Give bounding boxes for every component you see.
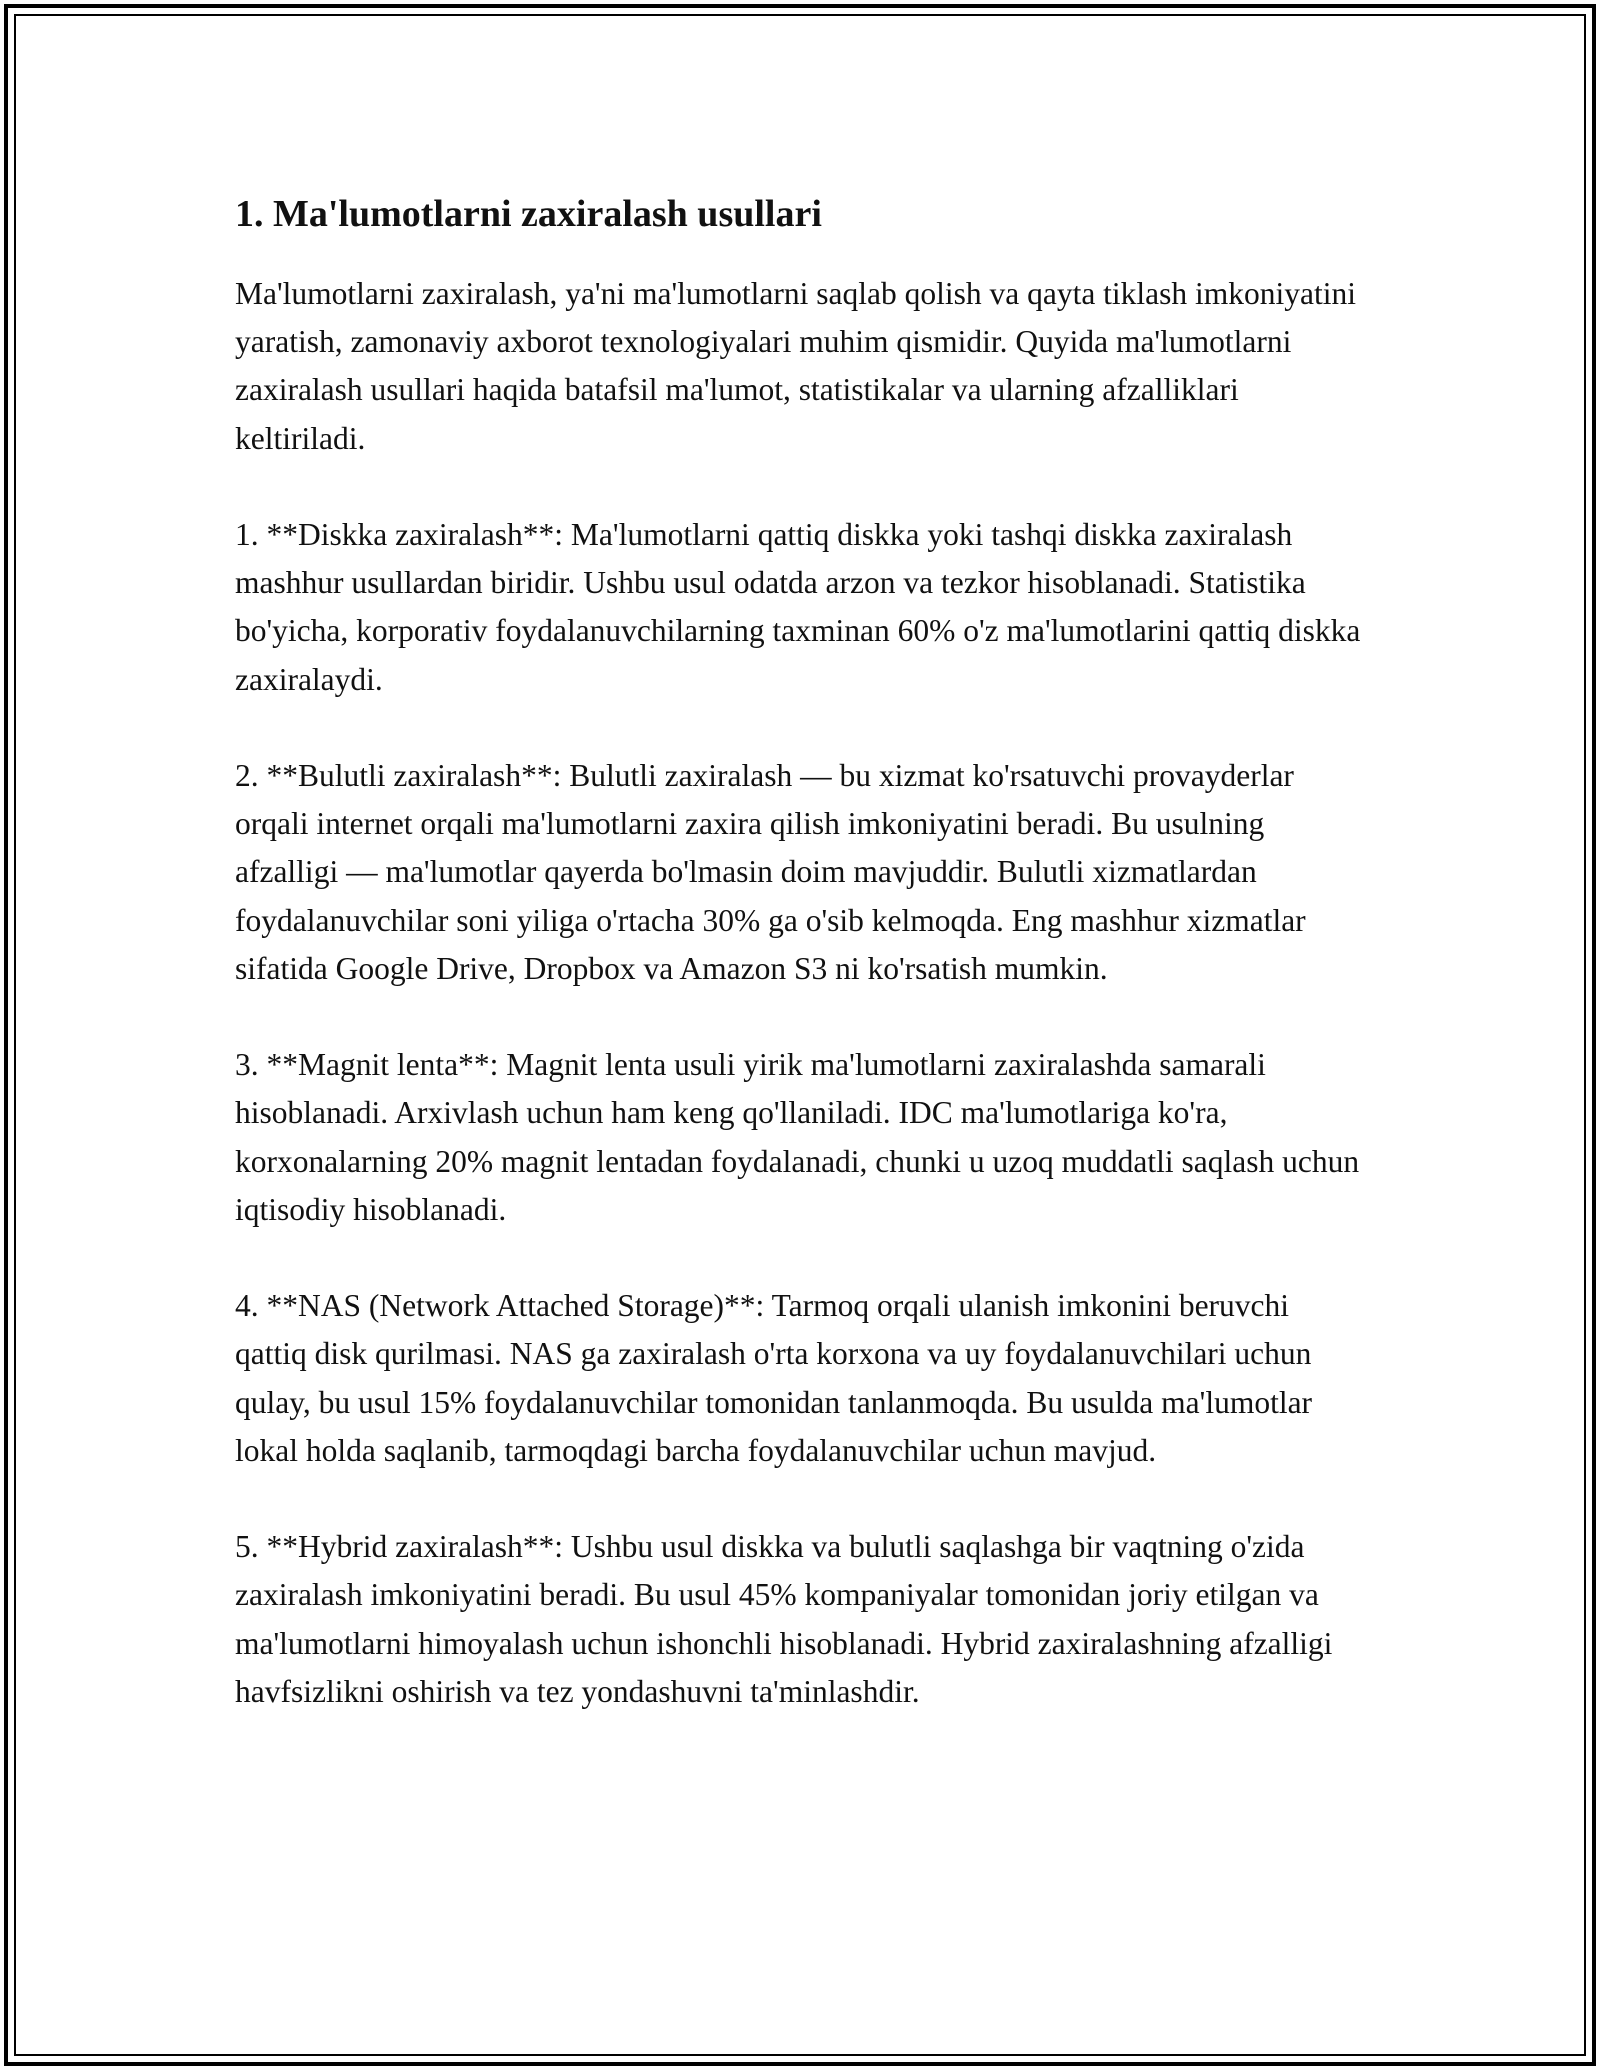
method-tape-paragraph: 3. **Magnit lenta**: Magnit lenta usuli yirik ma'lumotlarni zaxiralashda samarali hisoblanadi. Arxivlash uchun ham keng qo'llaniladi. IDC ma'lumotlariga ko'ra, korxonalarning 20% magnit lentadan foydalanadi, chunki u uzoq muddatli saqlash uchun iqtisodiy hisoblanadi. [235, 1047, 1360, 1227]
method-cloud-paragraph: 2. **Bulutli zaxiralash**: Bulutli zaxiralash — bu xizmat ko'rsatuvchi provayderlar orqali internet orqali ma'lumotlarni zaxira qilish imkoniyatini beradi. Bu usulning afzalligi — ma'lumotlar qayerda bo'lmasin doim mavjuddir. Bulutli xizmatlardan foydalanuvchilar soni yiliga o'rtacha 30% ga o'sib kelmoqda. Eng mashhur xizmatlar sifatida Google Drive, Dropbox va Amazon S3 ni ko'rsatish mumkin. [235, 758, 1306, 986]
document-body [235, 186, 1365, 1716]
section-title: 1. Ma'lumotlarni zaxiralash usullari [235, 193, 822, 235]
method-nas-paragraph: 4. **NAS (Network Attached Storage)**: Tarmoq orqali ulanish imkonini beruvchi qattiq disk qurilmasi. NAS ga zaxiralash o'rta korxona va uy foydalanuvchilari uchun qulay, bu usul 15% foydalanuvchilar tomonidan tanlanmoqda. Bu usulda ma'lumotlar lokal holda saqlanib, tarmoqdagi barcha foydalanuvchilar uchun mavjud. [235, 1288, 1313, 1468]
method-disk-paragraph: 1. **Diskka zaxiralash**: Ma'lumotlarni qattiq diskka yoki tashqi diskka zaxiralash mashhur usullardan biridir. Ushbu usul odatda arzon va tezkor hisoblanadi. Statistika bo'yicha, korporativ foydalanuvchilarning taxminan 60% o'z ma'lumotlarini qattiq diskka zaxiralaydi. [235, 517, 1361, 697]
method-hybrid-paragraph: 5. **Hybrid zaxiralash**: Ushbu usul diskka va bulutli saqlashga bir vaqtning o'zida zaxiralash imkoniyatini beradi. Bu usul 45% kompaniyalar tomonidan joriy etilgan va ma'lumotlarni himoyalash uchun ishonchli hisoblanadi. Hybrid zaxiralashning afzalligi havfsizlikni oshirish va tez yondashuvni ta'minlashdir. [235, 1529, 1333, 1709]
intro-paragraph: Ma'lumotlarni zaxiralash, ya'ni ma'lumotlarni saqlab qolish va qayta tiklash imkoniyatini yaratish, zamonaviy axborot texnologiyalari muhim qismidir. Quyida ma'lumotlarni zaxiralash usullari haqida batafsil ma'lumot, statistikalar va ularning afzalliklari keltiriladi. [235, 276, 1357, 456]
